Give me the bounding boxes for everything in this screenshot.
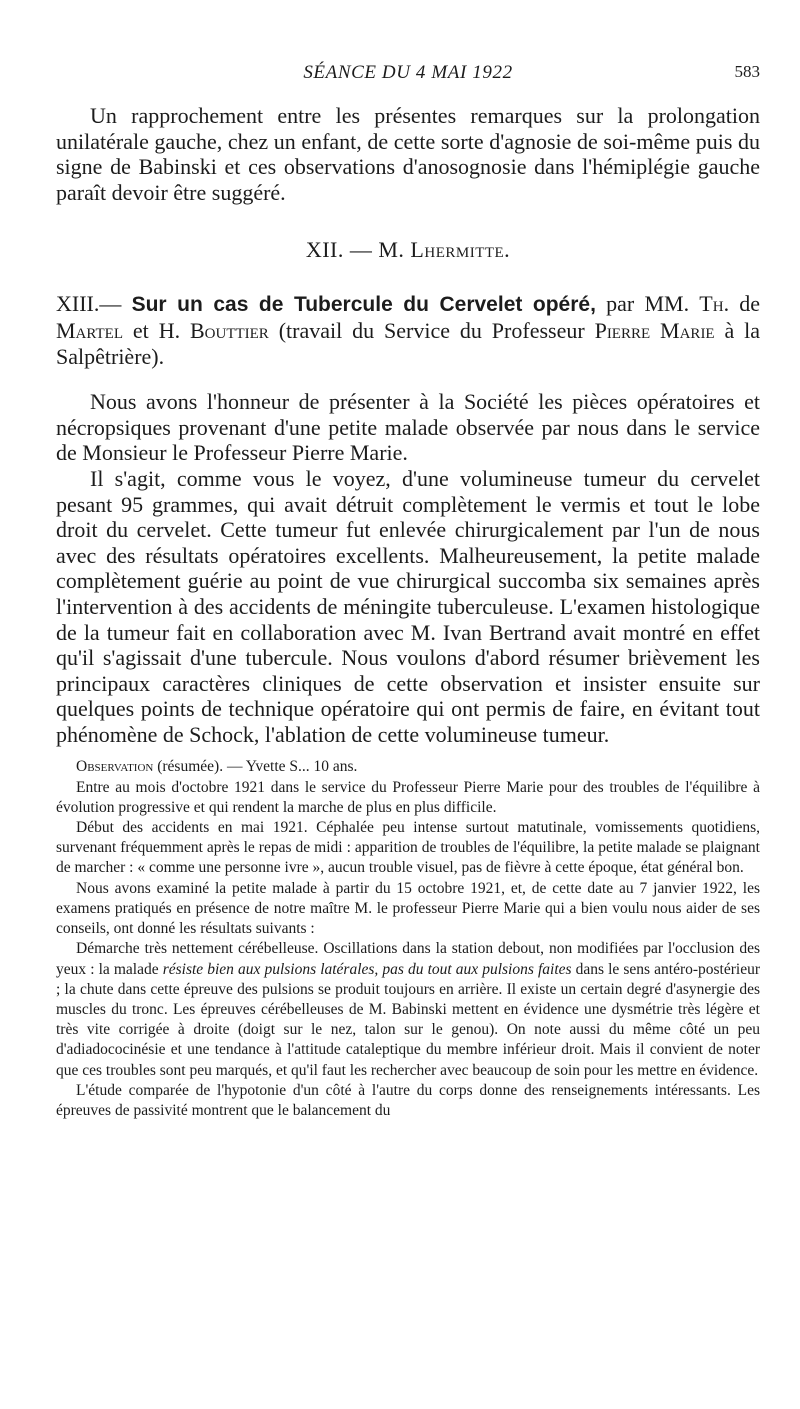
author-bouttier: H. Bouttier: [158, 317, 269, 343]
byline-text-4: (travail du Service du Professeur: [278, 317, 585, 343]
byline-text-3: et: [132, 317, 149, 343]
observation-paragraph-4: [56, 939, 760, 1080]
observation-p4-italic: résiste bien aux pulsions latérales, pas du tout aux pulsions faites: [162, 960, 572, 978]
page-body: [56, 103, 760, 1121]
body-paragraph-1: Nous avons l'honneur de présenter à la Société les pièces opératoires et nécropsiques provenant d'une petite malade observée par nous dans le service de Monsieur le Professeur Pierre Marie.: [56, 389, 760, 466]
observation-p4-start: Démarche très nettement cérébelleuse. Oscillations dans la station debout, non modifiées par l'occlusion des yeux : la malade: [56, 940, 760, 978]
article-heading: [56, 291, 760, 369]
byline-text-5: à la Salpêtrière).: [56, 317, 761, 369]
byline-text-2: de: [739, 291, 761, 317]
running-header: [56, 62, 760, 88]
author-martel: Martel: [56, 317, 123, 343]
running-title: SÉANCE DU 4 MAI 1922: [303, 62, 513, 83]
observation-heading: [56, 757, 760, 777]
byline-text-1: par MM.: [606, 291, 690, 317]
observation-paragraph-2: Début des accidents en mai 1921. Céphalée peu intense surtout matutinale, vomissements quotidiens, survenant fréquemment après le repas de midi : apparition de troubles de l'équilibre, la petite malade se plaignant de marcher : « comme une personne ivre », aucun trouble visuel, pas de fièvre à cette époque, état général bon.: [56, 819, 760, 877]
observation-paragraph-1: Entre au mois d'octobre 1921 dans le service du Professeur Pierre Marie pour des troubles de l'équilibre à évolution progressive et qui rendent la marche de plus en plus difficile.: [56, 778, 760, 816]
intro-paragraph: Un rapprochement entre les présentes remarques sur la prolongation unilatérale gauche, chez un enfant, de cette sorte d'agnosie de soi-même puis du signe de Babinski et ces observations d'anosognosie dans l'hémiplégie gauche paraît devoir être suggéré.: [56, 103, 760, 205]
section-heading: [56, 237, 760, 263]
observation-paragraph-5: L'étude comparée de l'hypotonie d'un côté à l'autre du corps donne des renseignements intéressants. Les épreuves de passivité montrent que le balancement du: [56, 1081, 760, 1119]
author-th: Th.: [699, 291, 730, 317]
observation-p4-end: dans le sens antéro-postérieur ; la chute dans cette épreuve des pulsions se produit toujours en arrière. Il existe un certain degré d'asynergie des muscles du tronc. Les épreuves cérébelleuses de M. Babinski mettent en évidence une dysmétrie très légère et très vite corrigée à droite (doigt sur le nez, talon sur le genou). On note aussi du même côté un peu d'adiadococinésie et une tendance à l'attitude cataleptique du membre inférieur droit. Mais il convient de noter que ces troubles sont peu marqués, et qu'il faut les rechercher avec beaucoup de soin pour les mettre en évidence.: [56, 960, 761, 1079]
article-title: Sur un cas de Tubercule du Cervelet opéré,: [131, 293, 596, 317]
body-paragraph-2: Il s'agit, comme vous le voyez, d'une volumineuse tumeur du cervelet pesant 95 grammes, qui avait détruit complètement le vermis et tout le lobe droit du cervelet. Cette tumeur fut enlevée chirurgicalement par l'un de nous avec des résultats opératoires excellents. Malheureusement, la petite malade complètement guérie au point de vue chirurgical succomba six semaines après l'intervention à des accidents de méningite tuberculeuse. L'examen histologique de la tumeur fait en collaboration avec M. Ivan Bertrand avait montré en effet qu'il s'agissait d'une tubercule. Nous voulons d'abord résumer brièvement les principaux caractères cliniques de cette observation et insister ensuite sur quelques points de technique opératoire qui ont permis de faire, en évitant tout phénomène de Schock, l'ablation de cette volumineuse tumeur.: [56, 465, 760, 747]
observation-paragraph-3: Nous avons examiné la petite malade à partir du 15 octobre 1921, et, de cette date au 7 janvier 1922, les examens pratiqués en présence de notre maître M. le professeur Pierre Marie qui a bien voulu nous aider de ses conseils, ont donné les résultats suivants :: [56, 879, 760, 938]
section-number: XII. —: [305, 237, 373, 263]
author-pierre-marie: Pierre Marie: [594, 317, 715, 343]
section-author: M. Lhermitte.: [378, 237, 511, 263]
page-number: 583: [734, 62, 760, 81]
article-number: XIII.—: [56, 291, 122, 317]
observation-label: Observation: [76, 758, 154, 776]
observation-label-rest: (résumée). — Yvette S... 10 ans.: [157, 758, 358, 776]
